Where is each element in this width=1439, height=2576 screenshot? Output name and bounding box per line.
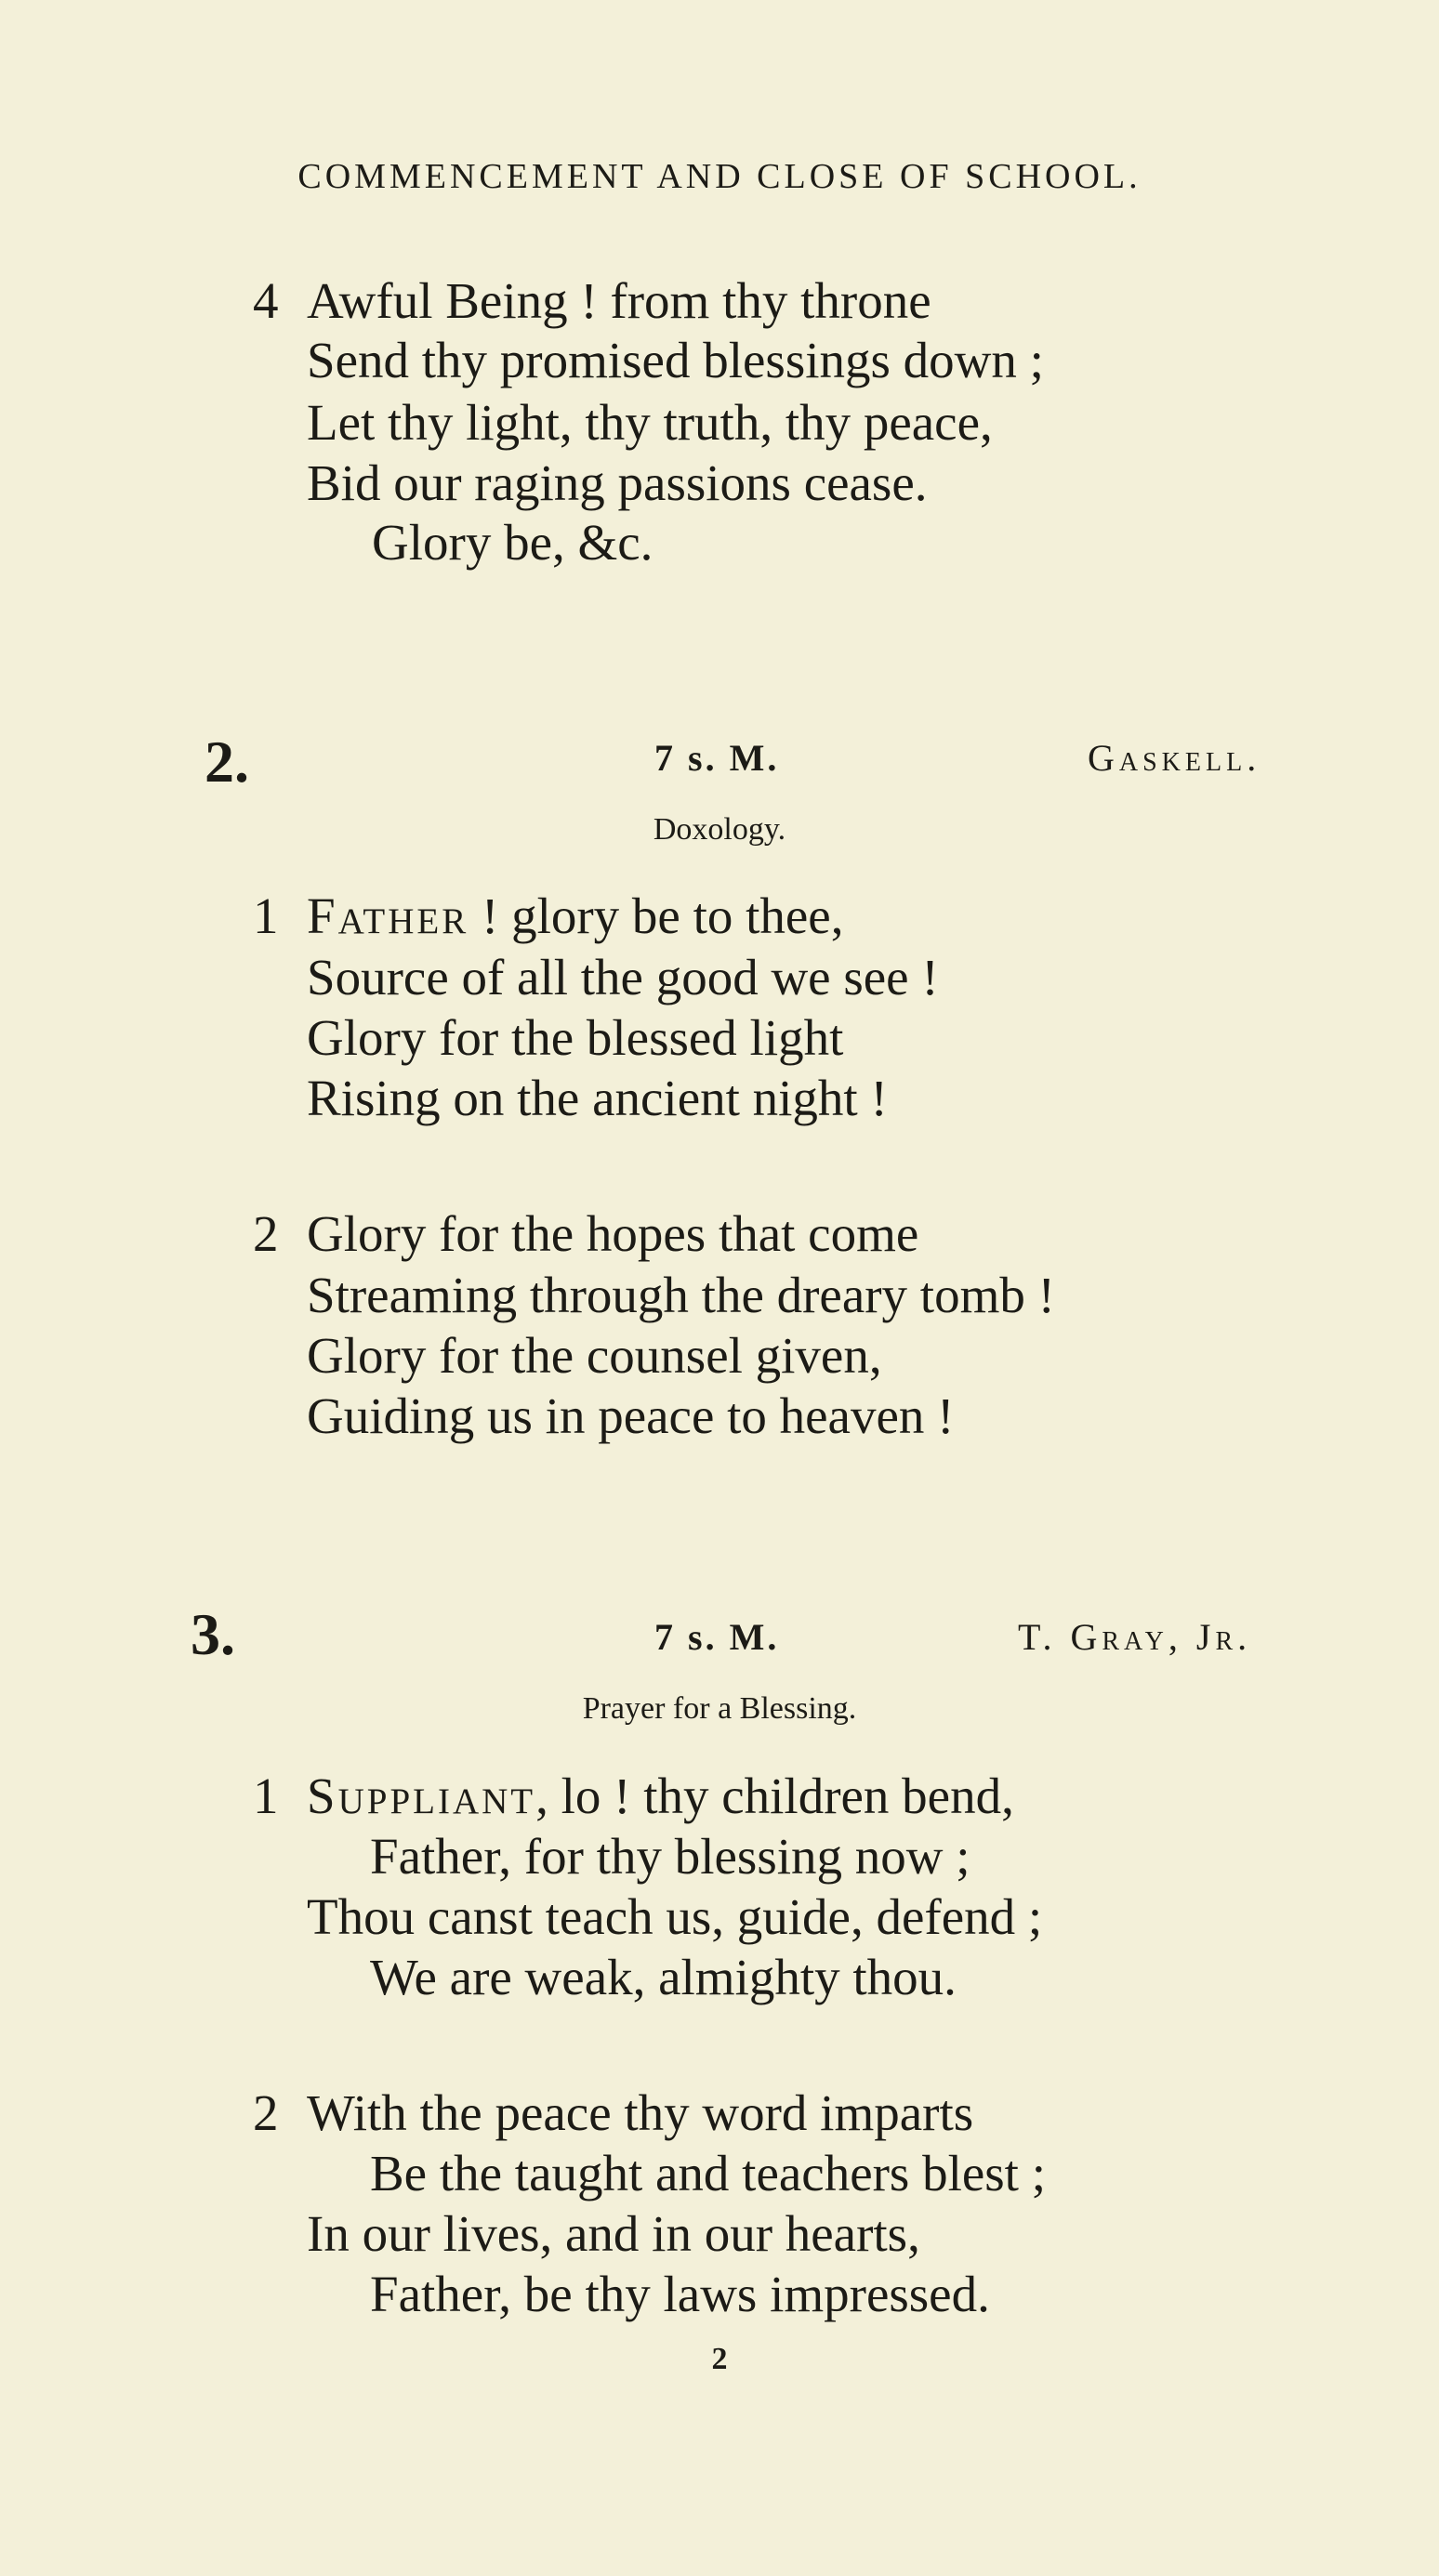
verse-line: Guiding us in peace to heaven !: [307, 1387, 955, 1444]
refrain-line: Glory be, &c.: [372, 514, 653, 571]
verse-line: Glory for the counsel given,: [307, 1327, 882, 1384]
verse-line: Glory for the blessed light: [307, 1009, 844, 1066]
verse-line: Send thy promised blessings down ;: [307, 332, 1044, 388]
hymn-subtitle: Prayer for a Blessing.: [582, 1691, 857, 1726]
line-rest: ! glory be to thee,: [469, 887, 844, 944]
verse-line: We are weak, almighty thou.: [370, 1949, 957, 2005]
hymn-author: Gaskell.: [1088, 737, 1261, 779]
verse-line: Be the taught and teachers blest ;: [370, 2145, 1046, 2201]
first-word: Father: [307, 887, 469, 944]
line-rest: , lo ! thy children bend,: [535, 1768, 1014, 1824]
verse-line: With the peace thy word imparts: [307, 2084, 974, 2141]
running-head: COMMENCEMENT AND CLOSE OF SCHOOL.: [297, 157, 1142, 196]
verse-line: Awful Being ! from thy throne: [307, 272, 931, 329]
hymn-meter: 7 s. M.: [654, 1616, 780, 1658]
first-word: Suppliant: [307, 1768, 536, 1824]
stanza-number: 4: [253, 272, 279, 329]
hymn-subtitle: Doxology.: [653, 812, 786, 847]
hymn-number: 2.: [205, 729, 249, 795]
verse-line: Source of all the good we see !: [307, 949, 939, 1005]
verse-line: Glory for the hopes that come: [307, 1205, 919, 1262]
verse-line: Thou canst teach us, guide, defend ;: [307, 1888, 1043, 1945]
verse-line: Father, for thy blessing now ;: [370, 1828, 970, 1885]
verse-line: Streaming through the dreary tomb !: [307, 1267, 1055, 1323]
verse-line: [307, 1768, 1014, 1824]
hymn-author: T. Gray, Jr.: [1018, 1616, 1252, 1658]
verse-line: Bid our raging passions cease.: [307, 454, 928, 511]
stanza-number: 2: [253, 2084, 279, 2141]
stanza-number: 2: [253, 1205, 279, 1262]
hymn-meter: 7 s. M.: [654, 737, 780, 779]
verse-line: Father, be thy laws impressed.: [370, 2266, 990, 2322]
verse-line: In our lives, and in our hearts,: [307, 2205, 920, 2262]
hymn-number: 3.: [191, 1601, 235, 1667]
verse-line: Rising on the ancient night !: [307, 1070, 888, 1126]
page-number: 2: [711, 2342, 728, 2376]
verse-line: [307, 887, 844, 944]
verse-line: Let thy light, thy truth, thy peace,: [307, 394, 993, 451]
stanza-number: 1: [253, 1768, 279, 1824]
stanza-number: 1: [253, 887, 279, 944]
